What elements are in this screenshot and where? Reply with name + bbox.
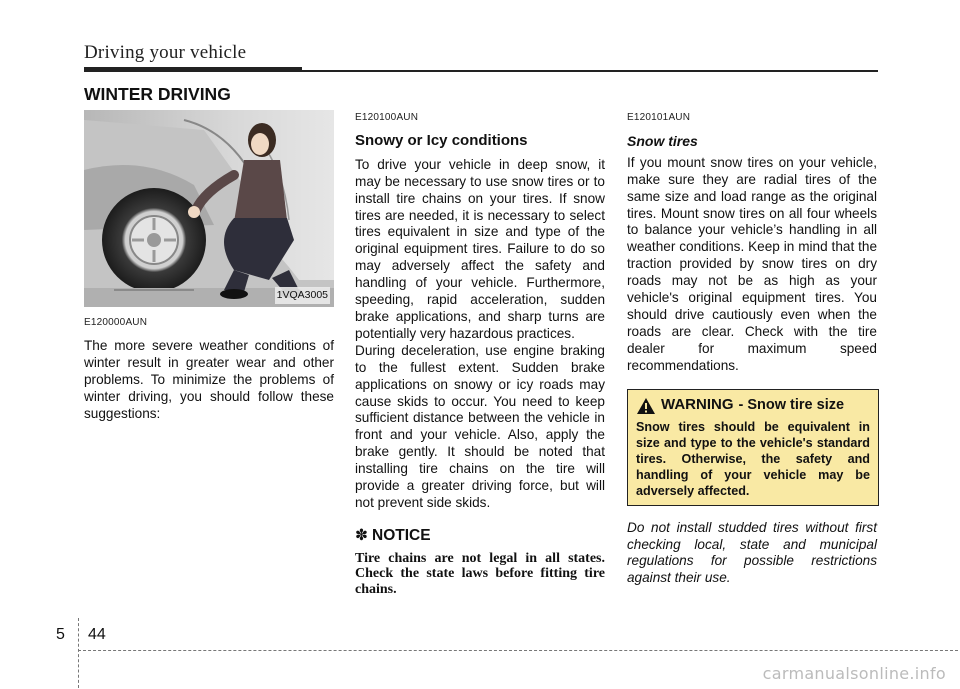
snowy-icy-heading: Snowy or Icy conditions [355, 131, 528, 149]
intro-paragraph: The more severe weather conditions of winter result in greater wear and other problems. To minimize the problems of winter driving, you should follow these suggestions: [84, 337, 334, 421]
snow-tires-paragraph: If you mount snow tires on your vehicle, make sure they are radial tires of the same size and load range as the original tires. Mount snow tires on all four wheels to balance your vehicle’s handling in all weather conditions. Keep in mind that the traction provided by snow tires on dry roads may not be as high as your vehicle's original equipment tires. You should drive cautiously even when the roads are clear. Check with the tire dealer for maximum speed recommendations. [627, 154, 877, 373]
warning-triangle-icon [636, 397, 656, 415]
tire-illustration [84, 110, 334, 307]
title-rule-thick [84, 67, 302, 72]
warning-title [636, 397, 870, 415]
title-rule-thin [302, 70, 878, 72]
column-2 [355, 110, 605, 597]
warning-box [627, 389, 879, 506]
notice-text: Tire chains are not legal in all states. Check the state laws before fitting tire chains. [355, 550, 605, 597]
section-code: E120000AUN [84, 317, 148, 328]
section-heading: WINTER DRIVING [84, 84, 231, 104]
chapter-title: Driving your vehicle [84, 42, 247, 63]
snowy-icy-paragraph-1: To drive your vehicle in deep snow, it may be necessary to use snow tires or to install tire chains on your tires. If snow tires are needed, it is necessary to select tires equivalent in size and type of the original equipment tires. Failure to do so may adversely affect the safety and handling of your vehicle. Furthermore, speeding, rapid acceleration, sudden brake applications, and sharp turns are potentially very hazardous practices. [355, 156, 605, 341]
notice-heading [355, 528, 605, 545]
notice-star-icon: ✽ [355, 526, 368, 544]
woman-checking-tire-image [84, 110, 334, 307]
footer-vertical-rule [78, 618, 79, 688]
figure-caption: 1VQA3005 [275, 287, 330, 304]
section-code: E120100AUN [355, 112, 419, 123]
warning-text: Snow tires should be equivalent in size and type to the vehicle's standard tires. Otherwise, the safety and handling of your vehicle may be adversely affected. [636, 419, 870, 498]
footer-rule [78, 650, 958, 651]
page-number: 44 [88, 626, 106, 643]
studded-tires-note: Do not install studded tires without first checking local, state and municipal regulations for possible restrictions against their use. [627, 519, 877, 586]
warning-subtitle: - Snow tire size [738, 397, 845, 414]
section-code: E120101AUN [627, 112, 691, 123]
notice-label: NOTICE [372, 526, 431, 544]
snow-tires-heading: Snow tires [627, 132, 698, 149]
column-1 [84, 110, 334, 422]
snowy-icy-paragraph-2: During deceleration, use engine braking to the fullest extent. Sudden brake applications on snowy or icy roads may cause skids to occur. You need to keep sufficient distance between the vehicle in front and your vehicle. Also, apply the brake gently. It should be noted that installing tire chains on the tire will provide a greater driving force, but will not prevent side skids. [355, 342, 605, 510]
column-3 [627, 110, 877, 587]
chapter-number: 5 [56, 626, 65, 643]
warning-label: WARNING [661, 396, 734, 414]
watermark: carmanualsonline.info [762, 664, 946, 683]
